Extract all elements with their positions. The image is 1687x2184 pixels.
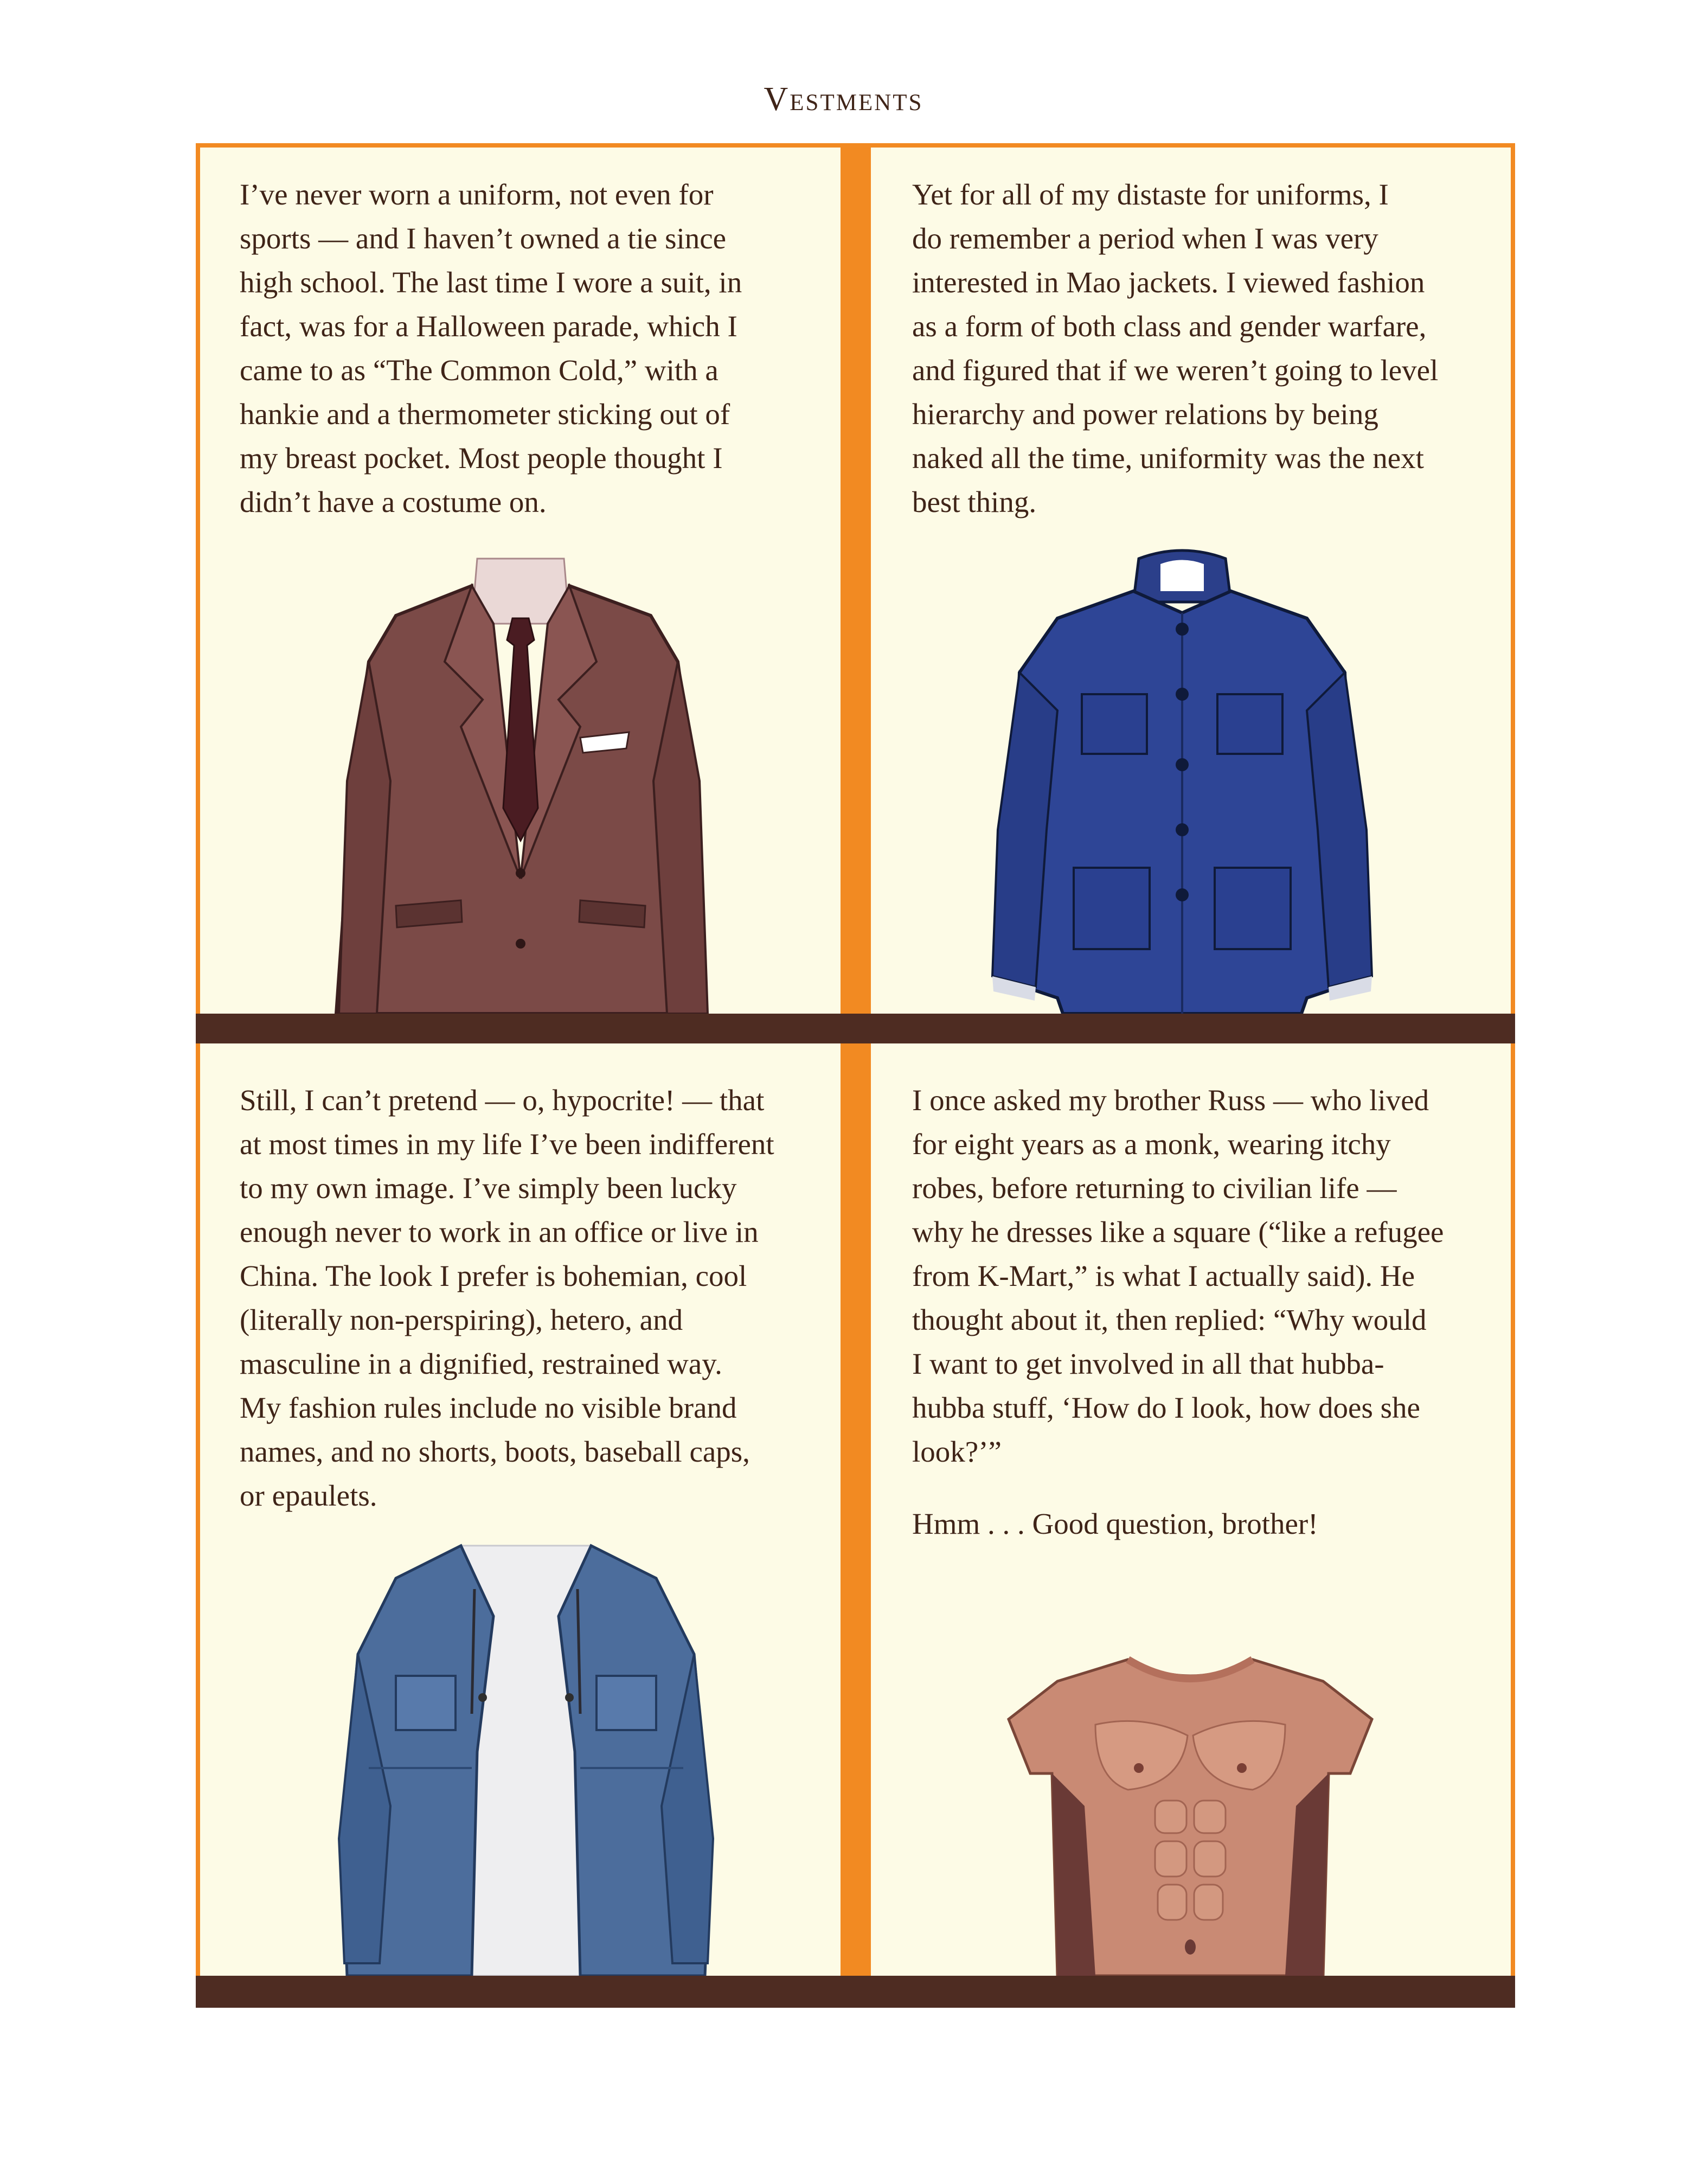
- text-line: hankie and a thermometer sticking out of: [240, 398, 730, 431]
- muscle-shirt-illustration: [992, 1643, 1388, 1976]
- text-line: sports — and I haven’t owned a tie since: [240, 222, 727, 255]
- text-line: hierarchy and power relations by being: [912, 398, 1378, 431]
- text-line: why he dresses like a square (“like a refugee: [912, 1215, 1444, 1248]
- text-line: to my own image. I’ve simply been lucky: [240, 1171, 737, 1205]
- text-line: naked all the time, uniformity was the next: [912, 441, 1424, 475]
- text-line: I’ve never worn a uniform, not even for: [240, 178, 714, 211]
- text-line: China. The look I prefer is bohemian, cool: [240, 1259, 747, 1292]
- mao-jacket-illustration: [976, 548, 1388, 1014]
- text-line: Still, I can’t pretend — o, hypocrite! — that: [240, 1084, 765, 1117]
- text-line: hubba stuff, ‘How do I look, how does she: [912, 1391, 1420, 1424]
- text-line: came to as “The Common Cold,” with a: [240, 354, 719, 387]
- text-line: didn’t have a costume on.: [240, 485, 547, 518]
- text-line: names, and no shorts, boots, baseball caps,: [240, 1435, 750, 1468]
- text-line: I want to get involved in all that hubba-: [912, 1347, 1384, 1380]
- text-line: do remember a period when I was very: [912, 222, 1378, 255]
- text-line: look?’”: [912, 1435, 1002, 1468]
- text-line: for eight years as a monk, wearing itchy: [912, 1128, 1391, 1161]
- text-line: at most times in my life I’ve been indifferent: [240, 1128, 774, 1161]
- divider-bar-top: [196, 1014, 1515, 1043]
- panel-2-text: [912, 172, 1509, 524]
- text-line: or epaulets.: [240, 1479, 377, 1512]
- text-line: thought about it, then replied: “Why would: [912, 1303, 1427, 1336]
- text-line: and figured that if we weren’t going to level: [912, 354, 1439, 387]
- panel-4-text: [912, 1078, 1509, 1546]
- text-line: best thing.: [912, 485, 1037, 518]
- text-line: interested in Mao jackets. I viewed fashion: [912, 266, 1425, 299]
- text-line: masculine in a dignified, restrained way.: [240, 1347, 722, 1380]
- denim-jacket-illustration: [336, 1535, 716, 1976]
- divider-bar-bottom: [196, 1976, 1515, 2008]
- text-line: robes, before returning to civilian life —: [912, 1171, 1397, 1205]
- text-line: My fashion rules include no visible brand: [240, 1391, 737, 1424]
- panel-3-text: [240, 1078, 836, 1517]
- text-line: from K-Mart,” is what I actually said). He: [912, 1259, 1415, 1292]
- text-line: high school. The last time I wore a suit, in: [240, 266, 742, 299]
- text-line: my breast pocket. Most people thought I: [240, 441, 723, 475]
- page-title: Vestments: [764, 81, 923, 118]
- closing-line: Hmm . . . Good question, brother!: [912, 1507, 1318, 1540]
- text-line: fact, was for a Halloween parade, which I: [240, 310, 737, 343]
- text-line: Yet for all of my distaste for uniforms, I: [912, 178, 1389, 211]
- text-line: enough never to work in an office or live in: [240, 1215, 759, 1248]
- suit-jacket-illustration: [325, 553, 716, 1014]
- text-line: (literally non-perspiring), hetero, and: [240, 1303, 683, 1336]
- panel-1-text: [240, 172, 836, 524]
- text-line: as a form of both class and gender warfare,: [912, 310, 1427, 343]
- text-line: I once asked my brother Russ — who lived: [912, 1084, 1429, 1117]
